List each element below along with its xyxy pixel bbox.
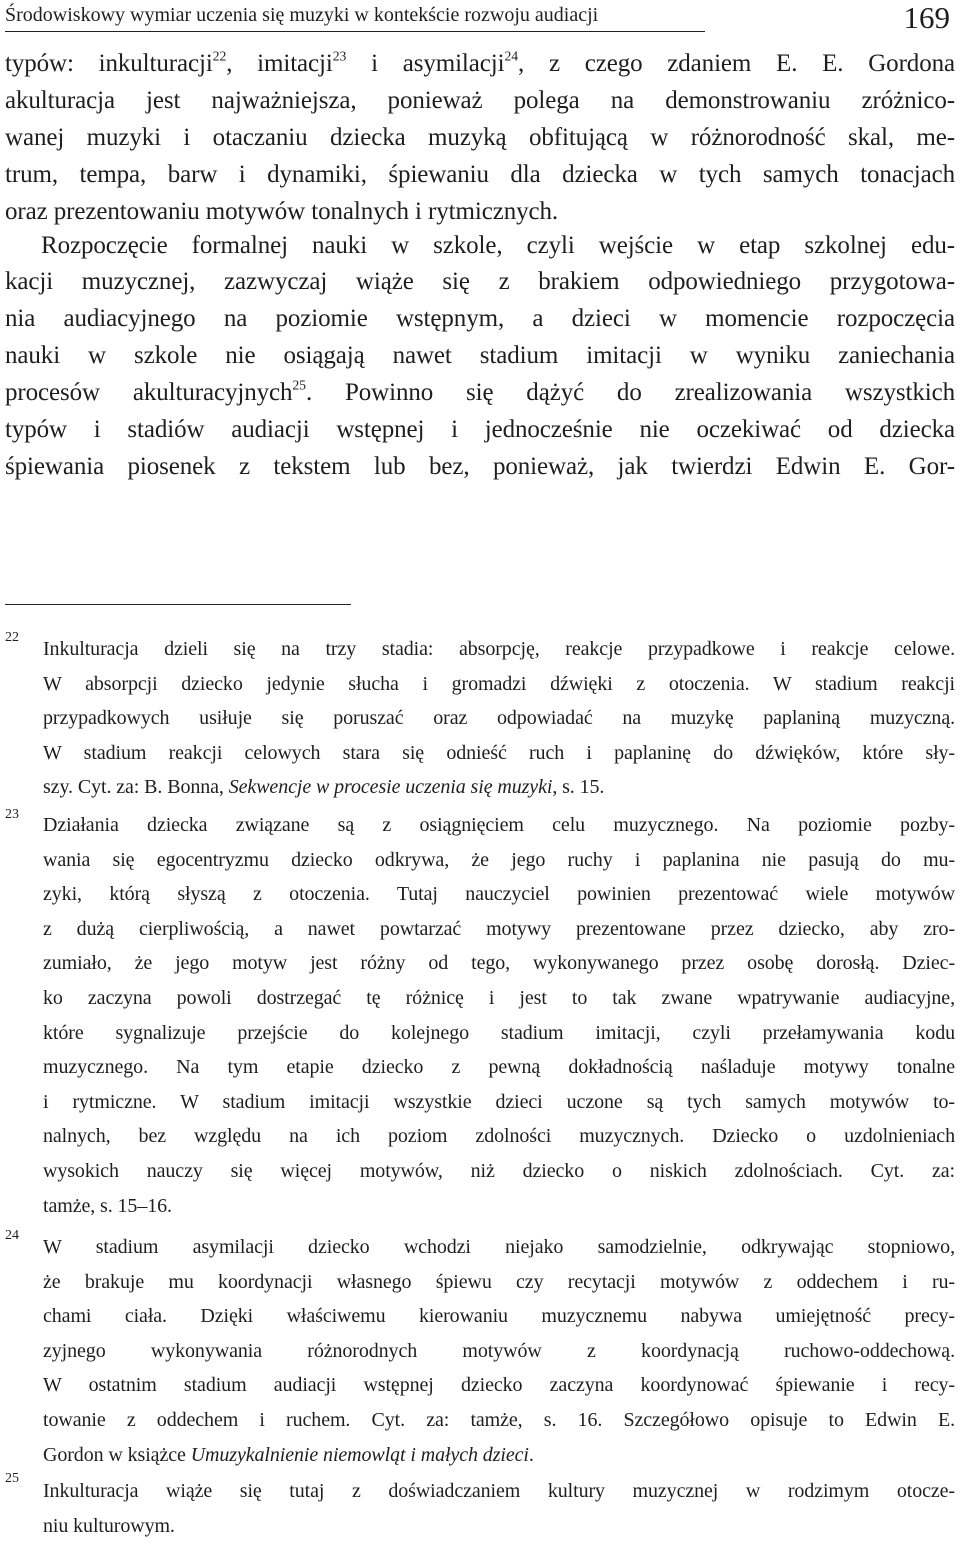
text-run: , z czego zdaniem E. E. Gordona [518,50,955,77]
text-run: Rozpoczęcie formalnej nauki w szkole, czyli wejście w etap szkolnej edu- [41,232,955,259]
footnote-line [43,1086,955,1118]
text-run: nalnych, bez względu na ich poziom zdolności muzycznych. Dziecko o uzdolnieniach [43,1125,955,1147]
footnote-line [43,1051,955,1083]
text-run: Inkulturacja dzieli się na trzy stadia: absorpcję, reakcje przypadkowe i reakcje celowe. [43,638,955,660]
body-line [5,375,955,411]
footnote-line [43,1404,955,1436]
body-line [5,157,955,193]
text-run: , s. 15. [552,776,605,798]
footnote-line [43,668,955,700]
footnote-line [43,809,955,841]
footnote-number: 23 [5,807,19,822]
text-run: . [528,1444,534,1466]
footnote-line [43,1231,955,1263]
footnote-line [43,1369,955,1401]
footnote-line [43,771,955,803]
footnote-line [43,1120,955,1152]
footnote-line [43,1266,955,1298]
text-run: z dużą cierpliwością, a nawet powtarzać motywy prezentowane przez dziecko, aby zro- [43,918,955,940]
footnote-separator [5,604,351,605]
body-line [5,338,955,374]
text-run: Inkulturacja wiąże się tutaj z doświadczaniem kultury muzycznej w rodzimym otocze- [43,1480,955,1502]
text-run: i asymilacji [346,50,505,77]
body-line [5,449,955,485]
footnote-number: 22 [5,630,19,645]
text-run: nauki w szkole nie osiągają nawet stadium imitacji w wyniku zaniechania [5,342,955,369]
running-header: Środowiskowy wymiar uczenia się muzyki w kontekście rozwoju audiacji [5,4,599,26]
footnote-line [43,913,955,945]
body-line [5,412,955,448]
body-line [5,301,955,337]
text-run: które sygnalizuje przejście do kolejnego stadium imitacji, czyli przełamywania kodu [43,1022,955,1044]
footnote-line [43,1510,955,1542]
footnote-line [43,1190,955,1222]
footnote-line [43,1475,955,1507]
footnote-line [43,947,955,979]
italic-title: Sekwencje w procesie uczenia się muzyki [228,776,553,798]
body-line [5,120,955,156]
text-run: szy. Cyt. za: B. Bonna, [43,776,229,798]
text-run: . Powinno się dążyć do zrealizowania wszystkich [305,379,955,406]
body-line [41,228,955,264]
page-number: 169 [903,0,950,35]
italic-title: Umuzykalnienie niemowląt i małych dzieci [190,1444,529,1466]
text-run: , imitacji [226,50,333,77]
text-run: akulturacja jest najważniejsza, ponieważ polega na demonstrowaniu zróżnico- [5,87,955,114]
text-run: trum, tempa, barw i dynamiki, śpiewaniu dla dziecka w tych samych tonacjach [5,161,955,188]
text-run: zumiało, że jego motyw jest różny od tego, wykonywanego przez osobę dorosłą. Dziec- [43,952,955,974]
footnote-line [43,633,955,665]
footnote-line [43,1335,955,1367]
footnote-line [43,1300,955,1332]
footnote-number: 24 [5,1228,19,1243]
footnote-reference: 25 [292,377,306,393]
footnote-line [43,737,955,769]
body-line [5,46,955,82]
text-run: ko zaczyna powoli dostrzegać tę różnicę i jest to tak zwane wpatrywanie audiacyjne, [43,987,955,1009]
text-run: Gordon w książce [43,1444,191,1466]
footnote-line [43,702,955,734]
body-line [5,264,955,300]
text-run: tamże, s. 15–16. [43,1195,172,1217]
body-line [5,194,955,230]
text-run: W absorpcji dziecko jedynie słucha i gromadzi dźwięki z otoczenia. W stadium reakcji [43,673,955,695]
body-line [5,83,955,119]
text-run: oraz prezentowaniu motywów tonalnych i rytmicznych. [5,198,559,225]
footnote-reference: 23 [332,48,347,64]
footnote-line [43,1439,955,1471]
text-run: zyki, którą słyszą z otoczenia. Tutaj nauczyciel powinien prezentować wiele motywów [43,883,955,905]
text-run: W stadium asymilacji dziecko wchodzi niejako samodzielnie, odkrywając stopniowo, [43,1236,955,1258]
text-run: wanej muzyki i otaczaniu dziecka muzyką obfitującą w różnorodność skal, me- [5,124,955,151]
footnote-line [43,1155,955,1187]
text-run: śpiewania piosenek z tekstem lub bez, ponieważ, jak twierdzi Edwin E. Gor- [5,453,955,480]
footnote-line [43,1017,955,1049]
footnote-reference: 22 [212,48,227,64]
text-run: i rytmiczne. W stadium imitacji wszystkie dzieci uczone są tych samych motywów to- [43,1091,955,1113]
text-run: wania się egocentryzmu dziecko odkrywa, że jego ruchy i paplanina nie pasują do mu- [43,849,955,871]
text-run: procesów akulturacyjnych [5,379,293,406]
footnote-line [43,982,955,1014]
text-run: niu kulturowym. [43,1515,175,1537]
footnote-number: 25 [5,1471,19,1486]
text-run: wysokich nauczy się więcej motywów, niż dziecko o niskich zdolnościach. Cyt. za: [43,1160,955,1182]
footnote-reference: 24 [504,48,519,64]
text-run: chami ciała. Dzięki właściwemu kierowaniu muzycznemu nabywa umiejętność precy- [43,1305,955,1327]
footnote-line [43,844,955,876]
text-run: W stadium reakcji celowych stara się odnieść ruch i paplaninę do dźwięków, które sły- [43,742,955,764]
text-run: kacji muzycznej, zazwyczaj wiąże się z brakiem odpowiedniego przygotowa- [5,268,955,295]
text-run: zyjnego wykonywania różnorodnych motywów z koordynacją ruchowo-oddechową. [43,1340,955,1362]
text-run: nia audiacyjnego na poziomie wstępnym, a dzieci w momencie rozpoczęcia [5,305,955,332]
text-run: typów i stadiów audiacji wstępnej i jednocześnie nie oczekiwać od dziecka [5,416,955,443]
text-run: Działania dziecka związane są z osiągnięciem celu muzycznego. Na poziomie pozby- [43,814,955,836]
text-run: W ostatnim stadium audiacji wstępnej dziecko zaczyna koordynować śpiewanie i recy- [43,1374,955,1396]
text-run: przypadkowych usiłuje się poruszać oraz odpowiadać na muzykę paplaniną muzyczną. [43,707,955,729]
text-run: że brakuje mu koordynacji własnego śpiewu czy recytacji motywów z oddechem i ru- [43,1271,955,1293]
footnote-line [43,878,955,910]
text-run: typów: inkulturacji [5,50,213,77]
header-rule [5,31,705,32]
text-run: muzycznego. Na tym etapie dziecko z pewną dokładnością naśladuje motywy tonalne [43,1056,955,1078]
text-run: towanie z oddechem i ruchem. Cyt. za: tamże, s. 16. Szczegółowo opisuje to Edwin E. [43,1409,955,1431]
